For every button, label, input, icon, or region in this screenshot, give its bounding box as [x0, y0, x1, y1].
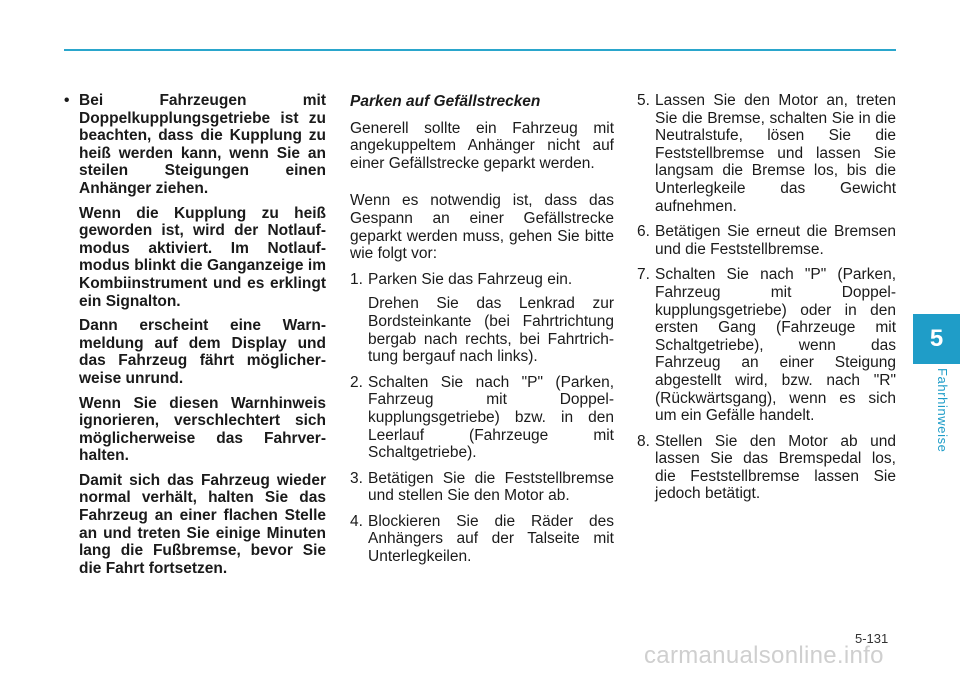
step-number: 4. — [350, 512, 363, 530]
step-text: Lassen Sie den Motor an, treten Sie die Bremse, schalten Sie in die Neutralstufe, lösen Sie die Feststellbremse und lassen Sie langsam die Bremse los, bis die Unterlegkeile das Gewicht aufnehmen. — [655, 92, 896, 215]
paragraph: Damit sich das Fahrzeug wieder normal verhält, halten Sie das Fahrzeug an einer flachen Stelle an und treten Sie einige Minuten lang die Fußbremse, bevor Sie die Fahrt fortsetzen. — [79, 471, 326, 577]
list-item — [637, 92, 896, 215]
watermark-text: carmanualsonline.info — [644, 642, 884, 669]
step-number: 7. — [637, 266, 650, 284]
step-number: 6. — [637, 223, 650, 241]
step-sub-paragraph: Drehen Sie das Lenkrad zur Bordsteinkante (bei Fahrtrichtung bergab nach rechts, bei Fahrtrich-tung bergauf nach links). — [368, 295, 614, 366]
paragraph: Wenn die Kupplung zu heiß geworden ist, wird der Notlauf-modus aktiviert. Im Notlauf-modus blinkt die Ganganzeige im Kombiinstrument und es erklingt ein Signalton. — [79, 204, 326, 310]
list-item — [350, 374, 614, 462]
column-1 — [62, 92, 326, 577]
step-text: Schalten Sie nach "P" (Parken, Fahrzeug mit Doppel-kupplungsgetriebe) bzw. in den Leerlauf (Fahrzeuge mit Schaltgetriebe). — [368, 373, 614, 462]
intro-paragraph: Wenn es notwendig ist, dass das Gespann an einer Gefällstrecke geparkt werden muss, gehen Sie bitte wie folgt vor: — [350, 192, 614, 263]
bullet-text: Bei Fahrzeugen mit Doppelkupplungsgetriebe ist zu beachten, dass die Kupplung zu heiß werden kann, wenn Sie an steilen Steigungen einen Anhänger ziehen. — [79, 92, 326, 197]
step-text: Betätigen Sie die Feststellbremse und stellen Sie den Motor ab. — [368, 469, 614, 505]
list-item — [637, 433, 896, 503]
step-text: Stellen Sie den Motor ab und lassen Sie das Bremspedal los, die Feststellbremse lassen Sie jedoch betätigt. — [655, 432, 896, 503]
page-number: 5-131 — [855, 631, 889, 646]
top-rule — [64, 49, 896, 51]
step-number: 3. — [350, 469, 363, 487]
list-item — [350, 513, 614, 566]
intro-paragraph: Generell sollte ein Fahrzeug mit angekuppeltem Anhänger nicht auf einer Gefällstrecke geparkt werden. — [350, 119, 614, 172]
step-number: 1. — [350, 270, 363, 288]
list-item — [350, 271, 614, 289]
column-3 — [637, 92, 896, 511]
bullet-item — [62, 92, 326, 198]
step-text: Betätigen Sie erneut die Bremsen und die Feststellbremse. — [655, 223, 896, 258]
step-number: 5. — [637, 92, 650, 109]
step-number: 8. — [637, 432, 650, 450]
bullet-dot: • — [64, 92, 70, 109]
step-text: Blockieren Sie die Räder des Anhängers auf der Talseite mit Unterlegkeilen. — [368, 512, 614, 566]
paragraph: Dann erscheint eine Warn-meldung auf dem Display und das Fahrzeug fährt möglicher-weise unrund. — [79, 317, 326, 387]
step-text: Parken Sie das Fahrzeug ein. — [368, 270, 573, 288]
chapter-title: Fahrhinweise — [935, 368, 950, 453]
list-item — [350, 470, 614, 505]
list-item — [637, 266, 896, 424]
step-number: 2. — [350, 373, 363, 391]
list-item — [637, 223, 896, 258]
section-heading: Parken auf Gefällstrecken — [350, 93, 541, 110]
step-text: Schalten Sie nach "P" (Parken, Fahrzeug mit Doppel-kupplungsgetriebe) oder in den ersten Gang (Fahrzeuge mit Schaltgetriebe), wenn das Fahrzeug an einer Steigung abgestellt wird, bzw. nach "R" (Rückwärtsgang), wenn es sich um ein Gefälle handelt. — [655, 266, 896, 425]
chapter-number-tab — [913, 314, 960, 364]
chapter-number: 5 — [929, 325, 944, 352]
column-2 — [350, 93, 614, 574]
paragraph: Wenn Sie diesen Warnhinweis ignorieren, verschlechtert sich möglicherweise das Fahrver-halten. — [79, 394, 326, 465]
